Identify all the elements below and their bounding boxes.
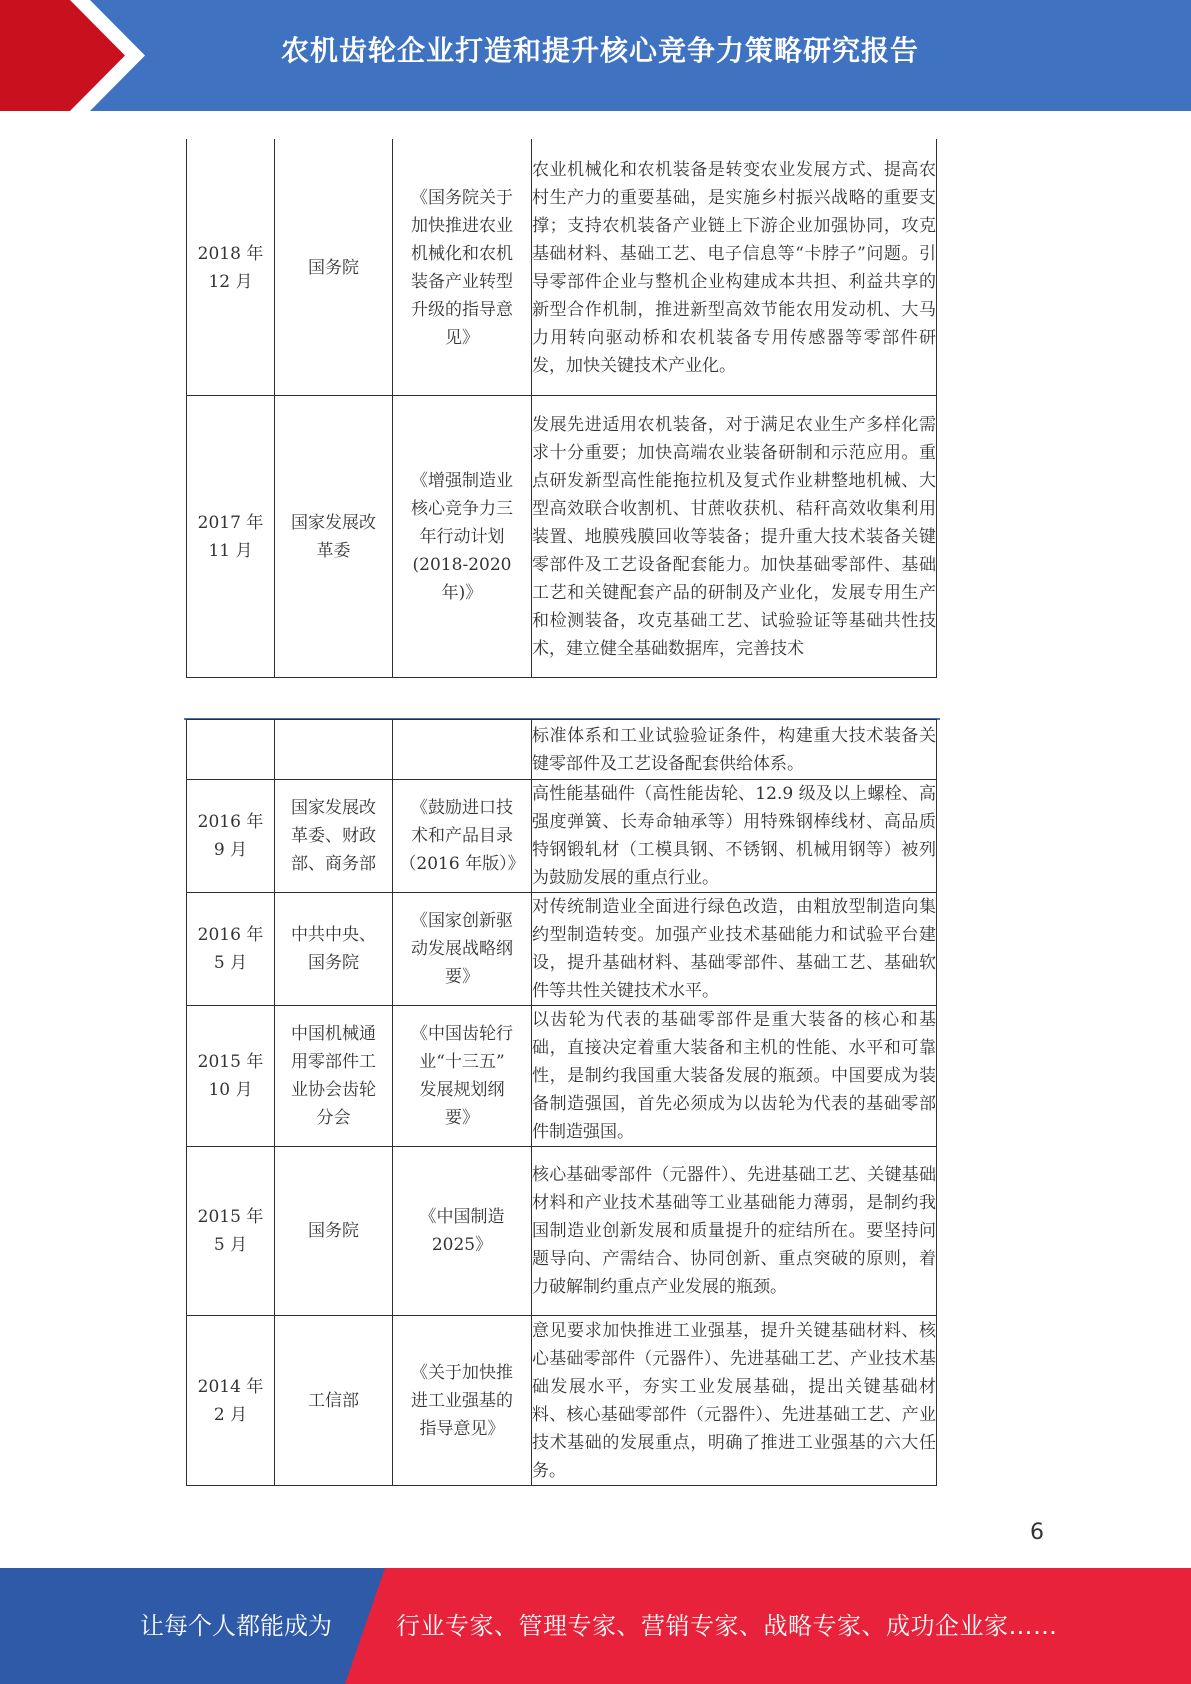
date-cell: 2015 年 10 月: [187, 1006, 275, 1147]
content-cell: 意见要求加快推进工业强基，提升关键基础材料、核心基础零部件（元器件）、先进基础工艺、产业技术基础发展水平，夯实工业发展基础，提出关键基础材料、核心基础零部件（元器件）、先进基础工艺、产业技术基础的发展重点，明确了推进工业强基的六大任务。: [532, 1316, 937, 1486]
issuer-cell: 工信部: [275, 1316, 393, 1486]
issuer-cell: 中国机械通 用零部件工 业协会齿轮 分会: [275, 1006, 393, 1147]
table-row: [187, 1316, 937, 1486]
content-cell: 农业机械化和农机装备是转变农业发展方式、提高农村生产力的重要基础，是实施乡村振兴战略的重要支撑；支持农机装备产业链上下游企业加强协同，攻克基础材料、基础工艺、电子信息等“卡脖子”问题。引导零部件企业与整机企业构建成本共担、利益共享的新型合作机制，推进新型高效节能农用发动机、大马力用转向驱动桥和农机装备专用传感器等零部件研发，加快关键技术产业化。: [532, 140, 937, 396]
page-header: [0, 0, 1191, 111]
date-cell: 2014 年 2 月: [187, 1316, 275, 1486]
document-cell: 《增强制造业 核心竞争力三 年行动计划 (2018-2020 年)》: [393, 396, 532, 678]
document-cell: 《国家创新驱 动发展战略纲 要》: [393, 893, 532, 1006]
table-row: [187, 1006, 937, 1147]
table-row: [187, 396, 937, 678]
issuer-cell: 国务院: [275, 140, 393, 396]
content-cell: 标准体系和工业试验验证条件，构建重大技术装备关键零部件及工艺设备配套供给体系。: [532, 720, 937, 780]
issuer-cell: 国家发展改 革委、财政 部、商务部: [275, 780, 393, 893]
date-cell: 2016 年 9 月: [187, 780, 275, 893]
document-cell: 《国务院关于 加快推进农业 机械化和农机 装备产业转型 升级的指导意 见》: [393, 140, 532, 396]
issuer-cell: 国家发展改 革委: [275, 396, 393, 678]
date-cell: 2016 年 5 月: [187, 893, 275, 1006]
content-cell: 对传统制造业全面进行绿色改造，由粗放型制造向集约型制造转变。加强产业技术基础能力和试验平台建设，提升基础材料、基础零部件、基础工艺、基础软件等共性关键技术水平。: [532, 893, 937, 1006]
table-row: [187, 1147, 937, 1316]
policy-table-part-1: [186, 139, 937, 678]
content-cell: 发展先进适用农机装备，对于满足农业生产多样化需求十分重要；加快高端农业装备研制和示范应用。重点研发新型高性能拖拉机及复式作业耕整地机械、大型高效联合收割机、甘蔗收获机、秸秆高效收集利用装置、地膜残膜回收等装备；提升重大技术装备关键零部件及工艺设备配套能力。加快基础零部件、基础工艺和关键配套产品的研制及产业化，发展专用生产和检测装备，攻克基础工艺、试验验证等基础共性技术，建立健全基础数据库，完善技术: [532, 396, 937, 678]
header-arrow-decoration: [0, 0, 160, 111]
document-cell: 《鼓励进口技 术和产品目录 （2016 年版）》: [393, 780, 532, 893]
document-cell: [393, 720, 532, 780]
footer-slogan-left: 让每个人都能成为: [140, 1612, 332, 1640]
document-cell: 《中国制造 2025》: [393, 1147, 532, 1316]
date-cell: [187, 720, 275, 780]
document-cell: 《关于加快推 进工业强基的 指导意见》: [393, 1316, 532, 1486]
content-cell: 高性能基础件（高性能齿轮、12.9 级及以上螺栓、高强度弹簧、长寿命轴承等）用特殊钢棒线材、高品质特钢锻轧材（工模具钢、不锈钢、机械用钢等）被列为鼓励发展的重点行业。: [532, 780, 937, 893]
table-row: [187, 140, 937, 396]
table-row: [187, 780, 937, 893]
date-cell: 2017 年 11 月: [187, 396, 275, 678]
footer-slogan-right: 行业专家、管理专家、营销专家、战略专家、成功企业家……: [396, 1612, 1058, 1640]
date-cell: 2018 年 12 月: [187, 140, 275, 396]
issuer-cell: 国务院: [275, 1147, 393, 1316]
page-footer: [0, 1568, 1191, 1684]
document-cell: 《中国齿轮行 业“十三五” 发展规划纲 要》: [393, 1006, 532, 1147]
page-number: 6: [1030, 1520, 1044, 1545]
issuer-cell: [275, 720, 393, 780]
date-cell: 2015 年 5 月: [187, 1147, 275, 1316]
policy-table-part-2: [186, 719, 937, 1486]
content-cell: 核心基础零部件（元器件）、先进基础工艺、关键基础材料和产业技术基础等工业基础能力薄弱，是制约我国制造业创新发展和质量提升的症结所在。要坚持问题导向、产需结合、协同创新、重点突破的原则，着力破解制约重点产业发展的瓶颈。: [532, 1147, 937, 1316]
issuer-cell: 中共中央、 国务院: [275, 893, 393, 1006]
content-cell: 以齿轮为代表的基础零部件是重大装备的核心和基础，直接决定着重大装备和主机的性能、水平和可靠性，是制约我国重大装备发展的瓶颈。中国要成为装备制造强国，首先必须成为以齿轮为代表的基础零部件制造强国。: [532, 1006, 937, 1147]
report-title: 农机齿轮企业打造和提升核心竞争力策略研究报告: [280, 34, 919, 67]
table-row: [187, 720, 937, 780]
table-row: [187, 893, 937, 1006]
